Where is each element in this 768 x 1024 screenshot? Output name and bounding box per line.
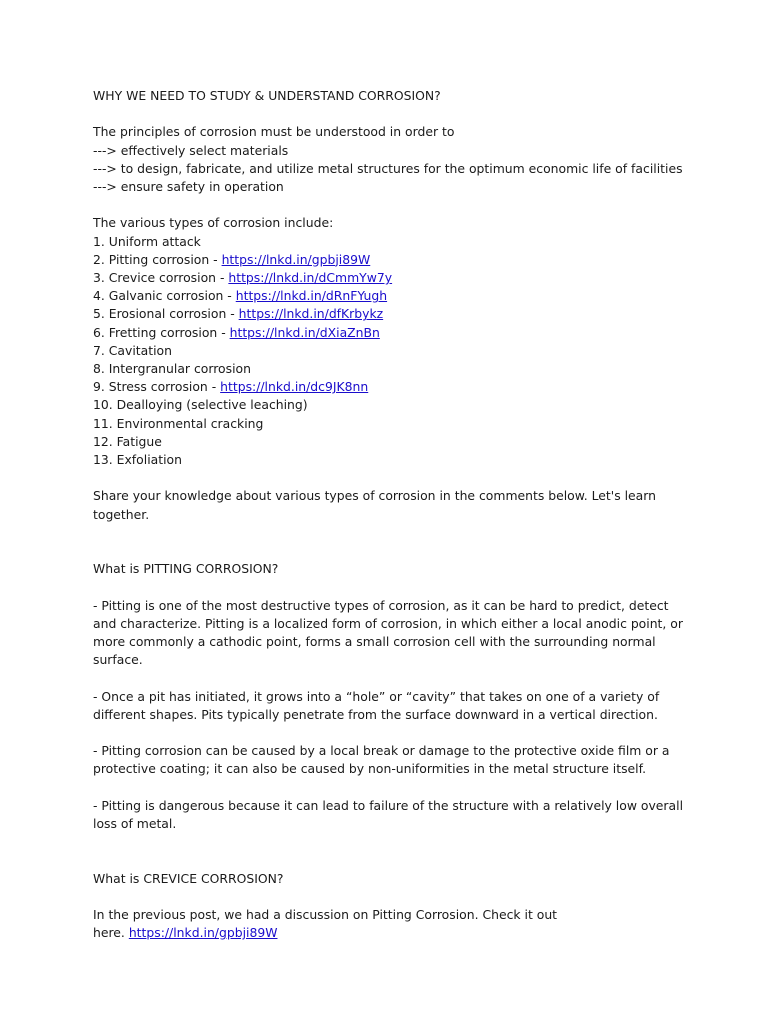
- pitting-paragraph: - Pitting corrosion can be caused by a local break or damage to the protective oxide film or a protective coating; it can also be caused by non-uniformities in the metal structure itself.: [93, 743, 670, 777]
- type-label: 3. Crevice corrosion -: [93, 270, 229, 285]
- type-link[interactable]: https://lnkd.in/dRnFYugh: [235, 288, 388, 304]
- spacer: [93, 105, 683, 123]
- principle-item: ---> effectively select materials: [93, 142, 289, 158]
- type-item: [93, 233, 683, 251]
- crevice-intro-line: In the previous post, we had a discussion on Pitting Corrosion. Check it out: [93, 906, 558, 922]
- spacer: [93, 196, 683, 214]
- spacer: [93, 833, 683, 869]
- spacer: [93, 578, 683, 596]
- type-link[interactable]: https://lnkd.in/dXiaZnBn: [229, 324, 380, 340]
- type-label: 8. Intergranular corrosion: [93, 361, 251, 377]
- type-label: 13. Exfoliation: [93, 452, 182, 468]
- document-page: [93, 87, 683, 942]
- type-link[interactable]: https://lnkd.in/gpbji89W: [221, 251, 371, 267]
- type-label: 1. Uniform attack: [93, 233, 201, 249]
- crevice-intro-line: [93, 924, 683, 942]
- type-item: [93, 360, 683, 378]
- spacer: [93, 888, 683, 906]
- pitting-paragraph: - Pitting is one of the most destructive types of corrosion, as it can be hard to predict, detect and characterize. Pitting is a localized form of corrosion, in which either a local anodic point, or more commonly a cathodic point, forms a small corrosion cell with the surrounding normal surface.: [93, 597, 683, 668]
- type-item: [93, 396, 683, 414]
- type-item: [93, 305, 683, 323]
- pitting-paragraph: - Once a pit has initiated, it grows into a “hole” or “cavity” that takes on one of a variety of different shapes. Pits typically penetrate from the surface downward in a vertical direction.: [93, 688, 660, 722]
- spacer: [93, 724, 683, 742]
- type-label: 7. Cavitation: [93, 342, 172, 358]
- type-label: 2. Pitting corrosion -: [93, 251, 222, 267]
- type-link[interactable]: https://lnkd.in/dc9JK8nn: [220, 379, 369, 395]
- type-label: 6. Fretting corrosion -: [93, 324, 230, 340]
- spacer: [93, 469, 683, 487]
- type-item: [93, 251, 683, 269]
- type-item: [93, 342, 683, 360]
- principle-item: ---> to design, fabricate, and utilize metal structures for the optimum economic life of facilities: [93, 160, 683, 176]
- type-item: [93, 451, 683, 469]
- type-link[interactable]: https://lnkd.in/dfKrbykz: [238, 306, 384, 322]
- type-item: [93, 287, 683, 305]
- principle-item: ---> ensure safety in operation: [93, 179, 284, 194]
- type-label: 5. Erosional corrosion -: [93, 306, 239, 322]
- crevice-link[interactable]: https://lnkd.in/gpbji89W: [128, 925, 278, 941]
- type-label: 4. Galvanic corrosion -: [93, 288, 236, 304]
- type-label: 9. Stress corrosion -: [93, 379, 221, 395]
- document-heading: WHY WE NEED TO STUDY & UNDERSTAND CORROSION?: [93, 88, 441, 103]
- type-item: [93, 433, 683, 451]
- spacer: [93, 524, 683, 560]
- share-paragraph: Share your knowledge about various types of corrosion in the comments below. Let's learn together.: [93, 488, 656, 522]
- type-item: [93, 324, 683, 342]
- principles-intro: The principles of corrosion must be understood in order to: [93, 124, 455, 140]
- type-item: [93, 269, 683, 287]
- type-label: 11. Environmental cracking: [93, 415, 264, 431]
- types-intro: The various types of corrosion include:: [93, 215, 334, 231]
- type-label: 12. Fatigue: [93, 433, 162, 449]
- type-label: 10. Dealloying (selective leaching): [93, 397, 308, 413]
- pitting-paragraph: - Pitting is dangerous because it can lead to failure of the structure with a relatively low overall loss of metal.: [93, 797, 684, 831]
- type-item: [93, 378, 683, 396]
- spacer: [93, 669, 683, 687]
- pitting-heading: What is PITTING CORROSION?: [93, 561, 279, 577]
- type-item: [93, 415, 683, 433]
- crevice-intro-text: here.: [93, 925, 129, 941]
- type-link[interactable]: https://lnkd.in/dCmmYw7y: [228, 270, 393, 285]
- spacer: [93, 779, 683, 797]
- crevice-heading: What is CREVICE CORROSION?: [93, 870, 284, 886]
